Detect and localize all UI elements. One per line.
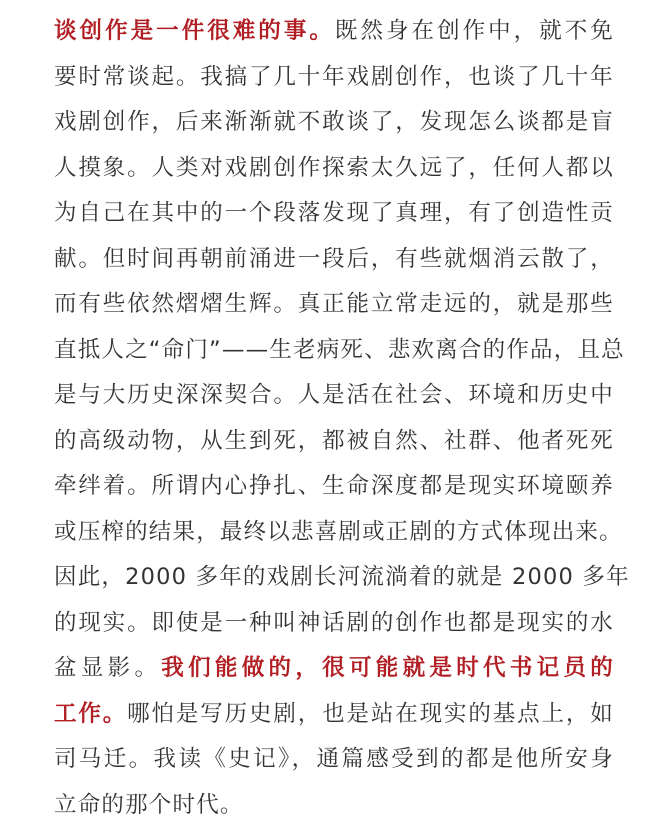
text-line [54,328,614,374]
text-line [54,601,614,647]
text-line [54,55,614,101]
text-line [54,464,614,510]
article-body [54,9,614,828]
text-run: 为自己在其中的一个段落发现了真理，有了创造性贡 [54,200,614,226]
text-run: 献。但时间再朝前涌进一段后，有些就烟消云散了， [54,246,614,272]
text-line [54,100,614,146]
text-line [54,783,614,828]
text-line [54,191,614,237]
text-run: 立命的那个时代。 [54,792,244,818]
text-line [54,419,614,465]
text-run: 司马迁。我读《史记》，通篇感受到的都是他所安身 [54,746,614,772]
text-line [54,737,614,783]
text-line [54,9,614,55]
text-run: 哪怕是写历史剧，也是站在现实的基点上，如 [127,701,614,727]
text-run: 要时常谈起。我搞了几十年戏剧创作，也谈了几十年 [54,64,614,90]
text-run: 因此，2000 多年的戏剧长河流淌着的就是 2000 多年 [54,564,630,590]
text-run: 的现实。即使是一种叫神话剧的创作也都是现实的水 [54,610,614,636]
text-run: 戏剧创作，后来渐渐就不敢谈了，发现怎么谈都是盲 [54,109,614,135]
text-line [54,282,614,328]
text-line [54,555,614,601]
text-run: 既然身在创作中，就不免 [335,18,614,44]
text-run: 直抵人之“命门”——生老病死、悲欢离合的作品，且总 [54,337,625,363]
text-run: 或压榨的结果，最终以悲喜剧或正剧的方式体现出来。 [54,519,623,545]
text-line [54,237,614,283]
text-run: 是与大历史深深契合。人是活在社会、环境和历史中 [54,382,614,408]
highlighted-phrase: 工作。 [54,701,127,727]
text-run: 的高级动物，从生到死，都被自然、社群、他者死死 [54,428,614,454]
text-run: 而有些依然熠熠生辉。真正能立常走远的，就是那些 [54,291,614,317]
text-run: 盆显影。 [54,655,161,681]
text-line [54,510,614,556]
text-run: 人摸象。人类对戏剧创作探索太久远了，任何人都以 [54,155,614,181]
text-line [54,146,614,192]
text-line [54,373,614,419]
highlighted-phrase: 谈创作是一件很难的事。 [54,18,335,44]
text-run: 牵绊着。所谓内心挣扎、生命深度都是现实环境颐养 [54,473,614,499]
highlighted-phrase: 我们能做的，很可能就是时代书记员的 [161,655,614,681]
text-line [54,646,614,692]
text-line [54,692,614,738]
